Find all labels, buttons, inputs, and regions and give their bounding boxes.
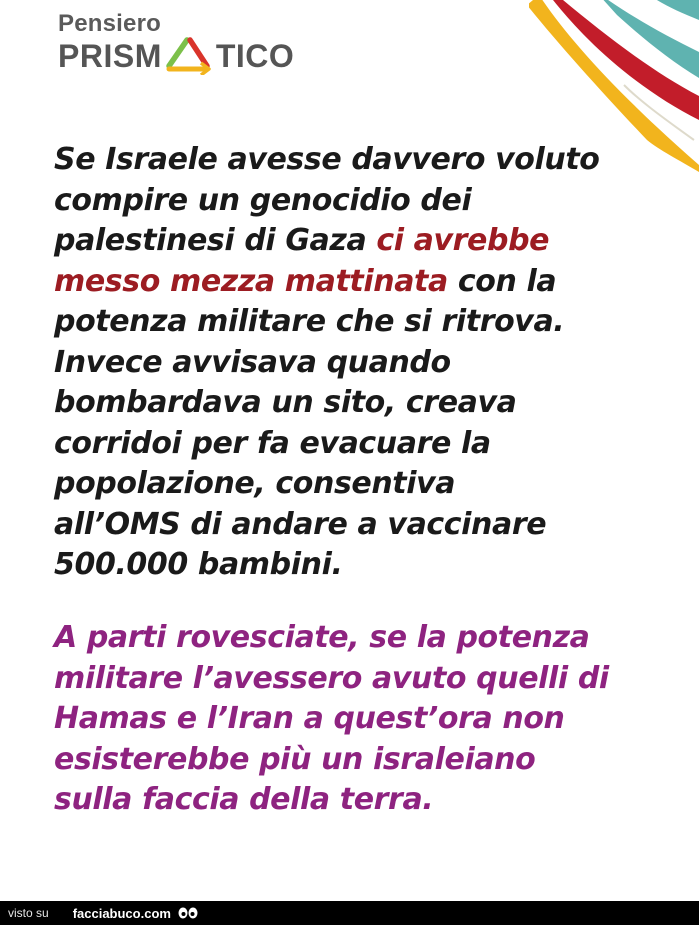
text-line: Invece avvisava quando xyxy=(54,344,451,380)
text-line: popolazione, consentiva xyxy=(54,466,456,501)
highlighted-text: ci avrebbe xyxy=(376,223,550,258)
logo-tico-text: TICO xyxy=(215,38,295,74)
text-line: Se Israele avesse davvero voluto xyxy=(54,142,600,177)
logo-line-prismatico xyxy=(58,35,294,75)
footer-visto-su: visto su xyxy=(8,906,49,920)
logo-prism-text: PRISM xyxy=(58,38,162,74)
pensiero-prismatico-logo xyxy=(58,8,318,88)
text-line: palestinesi di Gaza xyxy=(54,223,377,258)
main-paragraph xyxy=(54,140,654,586)
text-line: bombardava un sito, creava xyxy=(54,385,517,420)
footer-bar xyxy=(0,901,699,925)
footer-site-link[interactable]: facciabuco.com xyxy=(72,905,171,921)
text-line: 500.000 bambini. xyxy=(54,547,343,582)
second-paragraph xyxy=(54,618,674,821)
eyes-icon xyxy=(177,906,199,920)
highlighted-text: messo mezza mattinata xyxy=(54,263,448,299)
text-line: Hamas e l’Iran a quest’ora non xyxy=(54,701,565,736)
text-line: con la xyxy=(447,263,557,299)
text-line: militare l’avessero avuto quelli di xyxy=(54,660,609,696)
text-line: corridoi per fa evacuare la xyxy=(54,425,491,461)
logo-line-pensiero: Pensiero xyxy=(58,10,161,37)
text-line: compire un genocidio dei xyxy=(54,182,472,218)
text-line: potenza militare che si ritrova. xyxy=(54,304,565,339)
text-line: A parti rovesciate, se la potenza xyxy=(54,620,590,655)
triangle-arrow-icon xyxy=(163,35,215,75)
text-line: sulla faccia della terra. xyxy=(54,782,434,817)
text-line: all’OMS di andare a vaccinare xyxy=(54,506,547,542)
text-line: esisterebbe più un israleiano xyxy=(54,741,536,777)
